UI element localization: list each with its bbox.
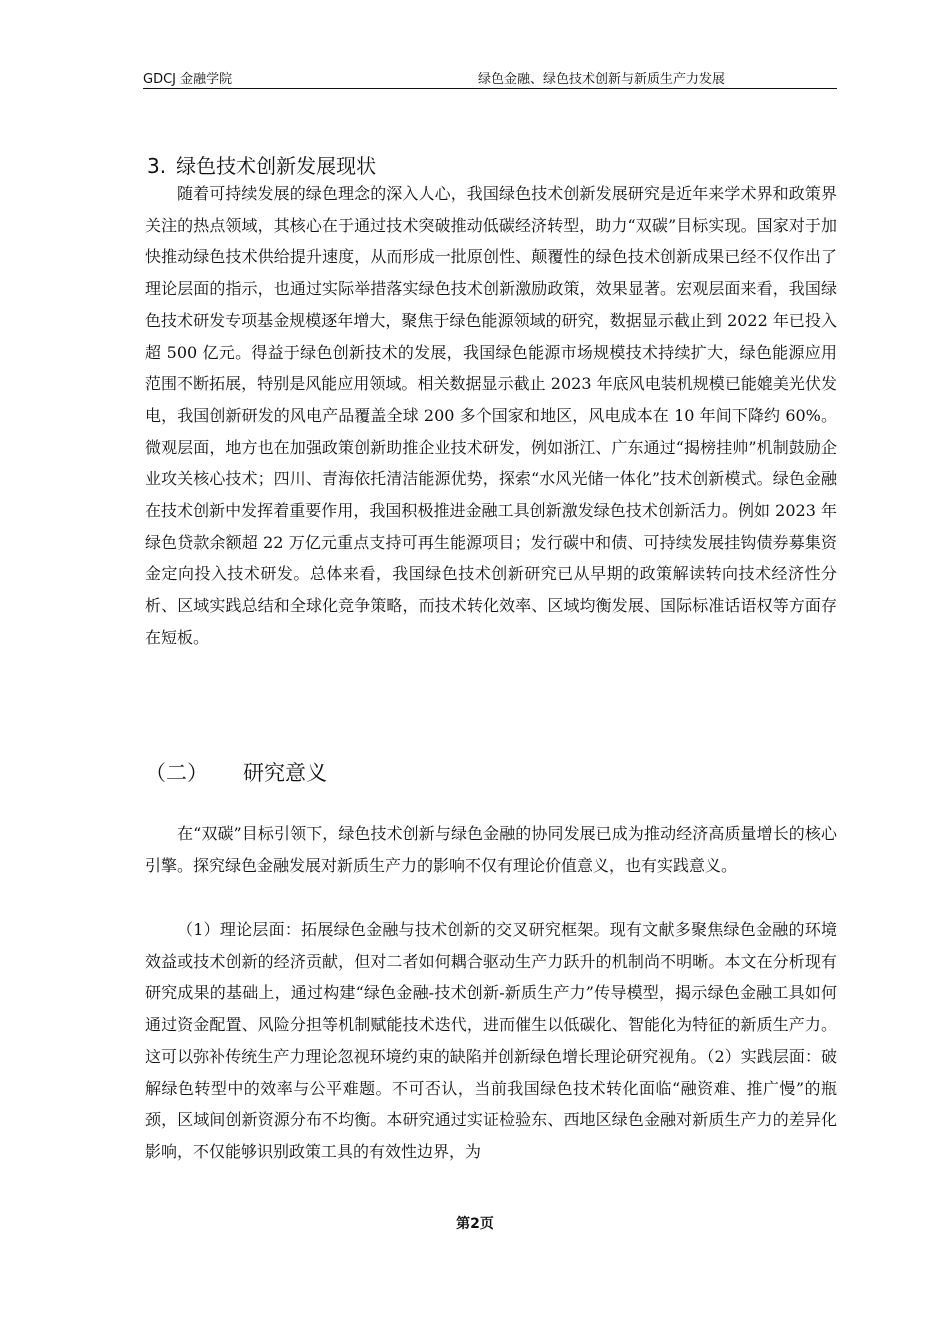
section-3-paragraph: 随着可持续发展的绿色理念的深入人心，我国绿色技术创新发展研究是近年来学术界和政策界关注的热点领域，其核心在于通过技术突破推动低碳经济转型，助力“双碳”目标实现。国家对于加快推动绿色技术供给提升速度，从而形成一批原创性、颠覆性的绿色技术创新成果已经不仅作出了理论层面的指示，也通过实际举措落实绿色技术创新激励政策，效果显著。宏观层面来看，我国绿色技术研发专项基金规模逐年增大，聚焦于绿色能源领域的研究，数据显示截止到 2022 年已投入超 500 亿元。得益于绿色创新技术的发展，我国绿色能源市场规模技术持续扩大，绿色能源应用范围不断拓展，特别是风能应用领域。相关数据显示截止 2023 年底风电装机规模已能媲美光伏发电，我国创新研发的风电产品覆盖全球 200 多个国家和地区，风电成本在 10 年间下降约 60%。微观层面，地方也在加强政策创新助推企业技术研发，例如浙江、广东通过“揭榜挂帅”机制鼓励企业攻关核心技术；四川、青海依托清洁能源优势，探索“水风光储一体化”技术创新模式。绿色金融在技术创新中发挥着重要作用，我国积极推进金融工具创新激发绿色技术创新活力。例如 2023 年绿色贷款余额超 22 万亿元重点支持可再生能源项目；发行碳中和债、可持续发展挂钩债券募集资金定向投入技术研发。总体来看，我国绿色技术创新研究已从早期的政策解读转向技术经济性分析、区域实践总结和全球化竞争策略，而技术转化效率、区域均衡发展、国际标准话语权等方面存在短板。: [145, 184, 837, 647]
research-significance-body-block: [145, 914, 837, 1168]
research-significance-intro-block: [145, 818, 837, 881]
page-header: [143, 66, 837, 89]
header-right-text: 绿色金融、绿色技术创新与新质生产力发展: [477, 72, 725, 87]
research-significance-number: （二）: [145, 761, 208, 785]
section-3-body: [145, 178, 837, 654]
research-significance-title: 研究意义: [243, 761, 327, 785]
section-3-title: 绿色技术创新发展现状: [176, 154, 377, 178]
section-3-heading: [147, 150, 376, 179]
research-significance-body: （1）理论层面：拓展绿色金融与技术创新的交叉研究框架。现有文献多聚焦绿色金融的环境效益或技术创新的经济贡献，但对二者如何耦合驱动生产力跃升的机制尚不明晰。本文在分析现有研究成果的基础上，通过构建“绿色金融-技术创新-新质生产力”传导模型，揭示绿色金融工具如何通过资金配置、风险分担等机制赋能技术迭代，进而催生以低碳化、智能化为特征的新质生产力。这可以弥补传统生产力理论忽视环境约束的缺陷并创新绿色增长理论研究视角。（2）实践层面：破解绿色转型中的效率与公平难题。不可否认，当前我国绿色技术转化面临“融资难、推广慢”的瓶颈，区域间创新资源分布不均衡。本研究通过实证检验东、西地区绿色金融对新质生产力的差异化影响，不仅能够识别政策工具的有效性边界，为: [145, 920, 837, 1161]
research-significance-intro: 在“双碳”目标引领下，绿色技术创新与绿色金融的协同发展已成为推动经济高质量增长的核心引擎。探究绿色金融发展对新质生产力的影响不仅有理论价值意义，也有实践意义。: [145, 824, 837, 875]
research-significance-heading: [145, 757, 327, 787]
section-3-number: 3.: [147, 154, 167, 178]
header-left-text: GDCJ 金融学院: [143, 72, 233, 87]
page-number: 第2页: [456, 1216, 494, 1232]
